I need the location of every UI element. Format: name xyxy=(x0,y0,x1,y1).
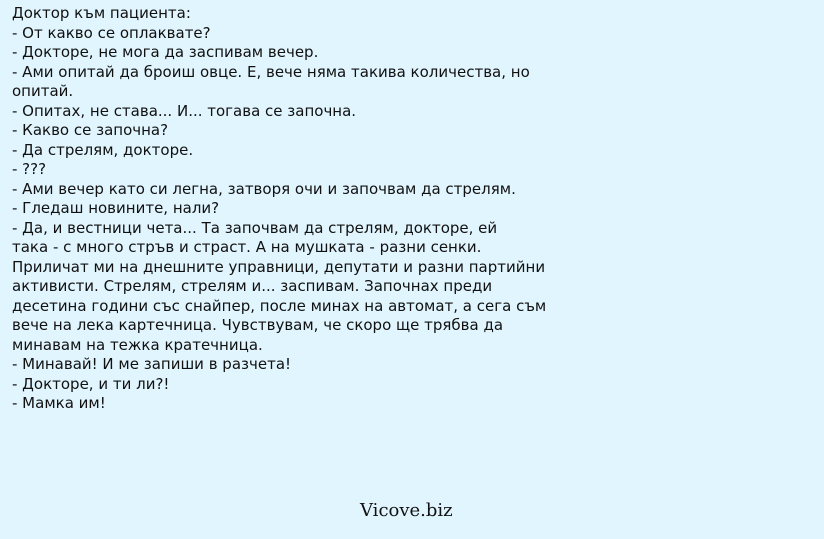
joke-text xyxy=(12,4,812,414)
joke-line: - Ами опитай да броиш овце. Е, вече няма такива количества, но опитай. xyxy=(12,62,530,100)
joke-line: - Докторе, не мога да заспивам вечер. xyxy=(12,43,319,61)
joke-line: - Ами вечер като си легна, затворя очи и започвам да стрелям. xyxy=(12,179,516,198)
joke-line: - ??? xyxy=(12,160,47,178)
joke-line: - Минавай! И ме запиши в разчета! xyxy=(12,355,292,373)
joke-line: - Докторе, и ти ли?! xyxy=(12,374,170,393)
joke-line: - Да стрелям, докторе. xyxy=(12,140,194,159)
joke-line: - От какво се оплаквате? xyxy=(12,23,211,42)
joke-line: - Гледаш новините, нали? xyxy=(12,199,220,217)
site-watermark: Vicove.biz xyxy=(360,500,453,521)
joke-line: - Какво се започна? xyxy=(12,121,169,139)
joke-line: - Мамка им! xyxy=(12,394,106,412)
joke-line: - Опитах, не става... И... тогава се започна. xyxy=(12,101,357,120)
joke-line: Доктор към пациента: xyxy=(12,4,191,22)
joke-line: - Да, и вестници чета... Та започвам да стрелям, докторе, ей така - с много стръв и страст. А на мушката - разни сенки. Приличат ми на днешните управници, депутати и разни партийни активисти. Стрелям, стрелям и... заспивам. Започнах преди десетина години със снайпер, после минах на автомат, а сега съм вече на лека картечница. Чувствувам, че скоро ще трябва да минавам на тежка кратечница. xyxy=(12,218,547,354)
